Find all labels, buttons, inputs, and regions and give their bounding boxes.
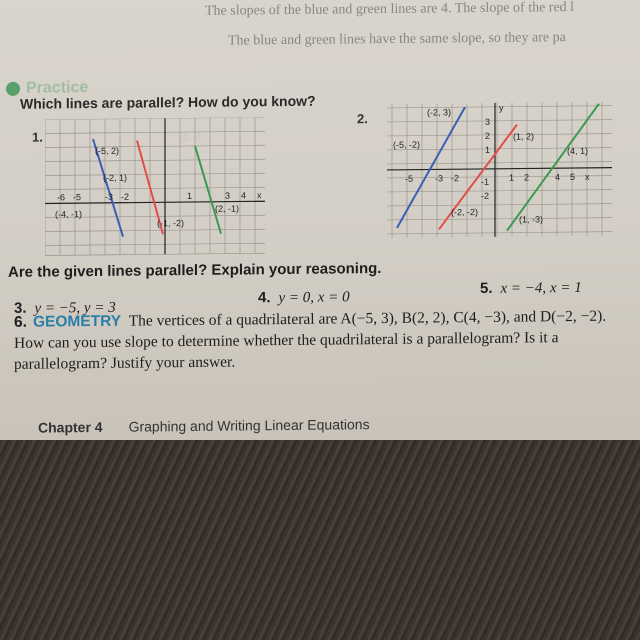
green-line bbox=[195, 146, 221, 234]
exercise-4-number: 4. bbox=[258, 289, 271, 307]
exercise-4-text: y = 0, x = 0 bbox=[278, 289, 350, 307]
ex2-tick-x6: 4 bbox=[555, 172, 561, 183]
grid bbox=[45, 117, 265, 255]
page-footer bbox=[38, 416, 370, 435]
ex1-label-a: (-5, 2) bbox=[95, 145, 120, 157]
ex2-y-axis: y bbox=[499, 102, 504, 113]
ex1-tick-3: -3 bbox=[105, 191, 114, 202]
ex1-label-e: (2, -1) bbox=[215, 203, 240, 214]
exercise-1-number: 1. bbox=[32, 129, 43, 145]
exercise-5-number: 5. bbox=[480, 279, 493, 297]
ex2-label-b: (-5, -2) bbox=[393, 139, 420, 150]
ex2-label-a: (-2, 3) bbox=[427, 107, 452, 118]
ex1-tick-2: -5 bbox=[73, 192, 82, 203]
practice-title: Practice bbox=[26, 79, 89, 97]
exercise-4 bbox=[258, 288, 350, 307]
ex1-tick-5: 1 bbox=[187, 190, 193, 202]
question-heading: Are the given lines parallel? Explain your reasoning. bbox=[8, 260, 382, 281]
ex1-tick-6: 3 bbox=[225, 190, 231, 201]
geometry-tag: GEOMETRY bbox=[32, 312, 122, 331]
ex2-tick-x5: 2 bbox=[524, 172, 530, 183]
green-line bbox=[507, 104, 599, 231]
ex1-label-d: (-1, -2) bbox=[157, 218, 184, 229]
problem-6 bbox=[14, 305, 640, 375]
header-line-1: The slopes of the blue and green lines are 4. The slope of the red l bbox=[205, 0, 575, 19]
ex2-tick-x7: 5 bbox=[570, 171, 576, 183]
practice-icon bbox=[6, 82, 20, 96]
practice-prompt: Which lines are parallel? How do you know? bbox=[20, 92, 316, 112]
ex2-x-axis: x bbox=[585, 171, 590, 182]
ex1-label-f: (2, 4) bbox=[180, 131, 202, 143]
ex2-label-e: (-2, -2) bbox=[451, 206, 478, 218]
ex2-tick-x4: 1 bbox=[509, 172, 515, 183]
ex1-label-c: (-4, -1) bbox=[55, 209, 82, 220]
exercise-2-graph bbox=[387, 102, 617, 242]
ex1-tick-1: -6 bbox=[57, 192, 66, 203]
ex2-tick-x2: -3 bbox=[435, 173, 444, 184]
exercise-3-number: 3. bbox=[14, 299, 27, 317]
axes bbox=[387, 102, 612, 238]
ex2-label-f: (1, -3) bbox=[519, 214, 544, 225]
ex2-label-c: (1, 2) bbox=[513, 131, 535, 142]
ex2-tick-y5: -2 bbox=[481, 190, 490, 201]
header-line-2: The blue and green lines have the same slope, so they are pa bbox=[228, 30, 566, 49]
chapter-title: Graphing and Writing Linear Equations bbox=[128, 416, 370, 435]
axes bbox=[45, 117, 265, 255]
ex2-tick-y1: 3 bbox=[485, 116, 491, 127]
ex1-label-b: (-2, 1) bbox=[103, 172, 128, 183]
ex2-tick-x1: -5 bbox=[405, 173, 414, 184]
exercise-5-text: x = −4, x = 1 bbox=[500, 279, 582, 297]
exercise-5 bbox=[480, 279, 582, 298]
chapter-label: Chapter 4 bbox=[38, 418, 103, 436]
problem-6-number: 6. bbox=[14, 313, 27, 331]
ex1-x-axis: x bbox=[257, 190, 262, 201]
carpet-background bbox=[0, 440, 640, 640]
ex1-tick-4: -2 bbox=[121, 191, 130, 202]
ex2-tick-y4: -1 bbox=[481, 176, 490, 187]
exercise-3-text: y = −5, y = 3 bbox=[34, 299, 116, 317]
ex2-tick-y2: 2 bbox=[485, 130, 491, 141]
ex2-label-d: (4, 1) bbox=[567, 145, 589, 157]
ex2-tick-x3: -2 bbox=[451, 173, 460, 184]
exercise-1-graph bbox=[45, 117, 270, 259]
exercise-2-number: 2. bbox=[357, 111, 368, 127]
problem-6-text: The vertices of a quadrilateral are A(−5, 3), B(2, 2), C(4, −3), and D(−2, −2). How can you use slope to determine whether the quadrilateral is a parallelogram? Is it a parallelogram? Justify your answer. bbox=[14, 307, 607, 373]
ex2-tick-y3: 1 bbox=[485, 144, 491, 155]
ex1-tick-7: 4 bbox=[241, 190, 247, 201]
